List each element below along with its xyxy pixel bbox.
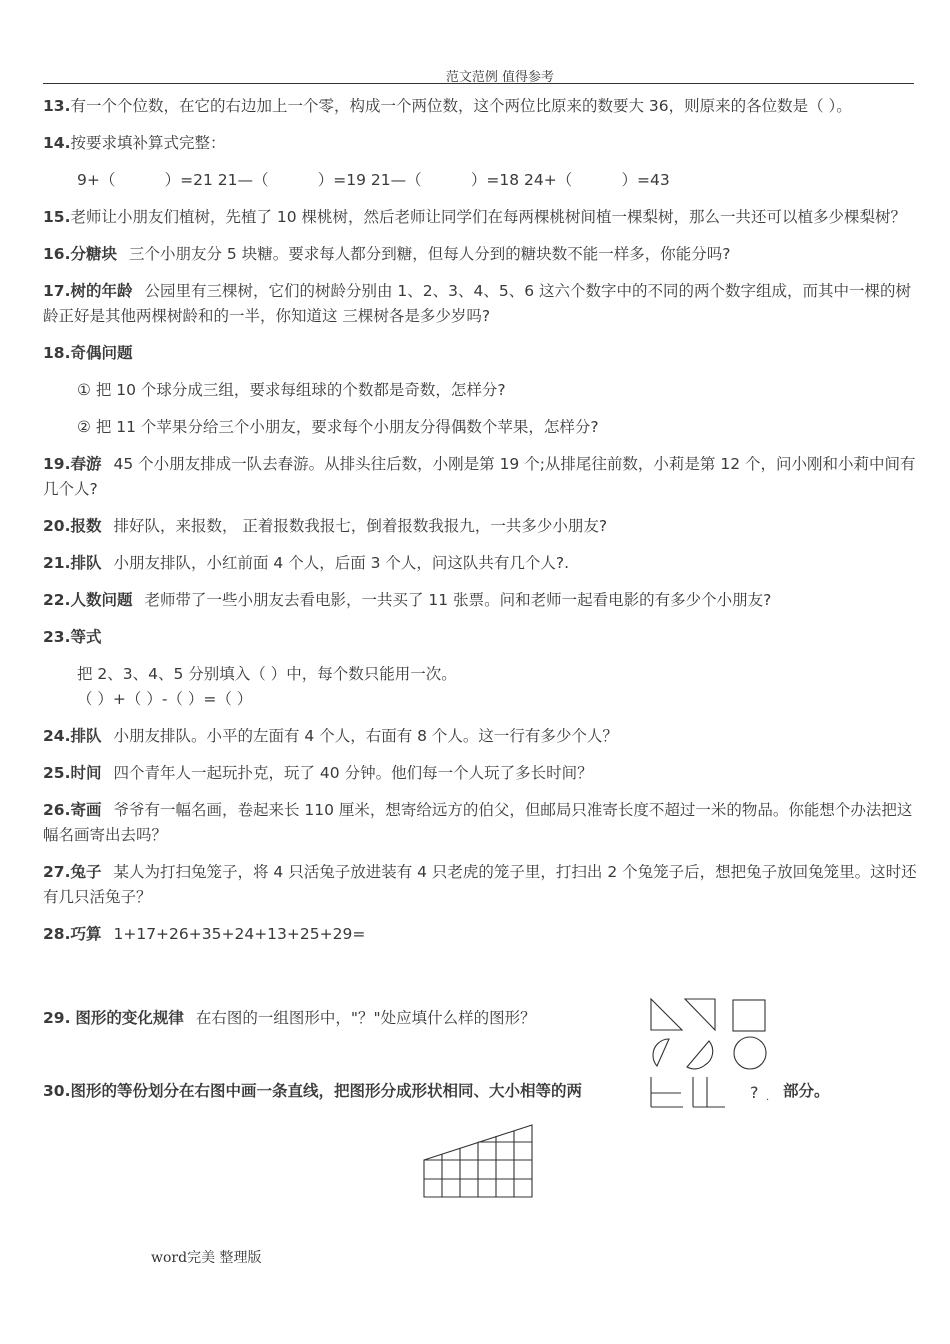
question-title: 排队 xyxy=(70,727,102,745)
question-title: 树的年龄 xyxy=(70,282,133,300)
header-rule xyxy=(43,83,914,84)
question-number: 14. xyxy=(43,134,71,152)
question-text: 四个青年人一起玩扑克，玩了 40 分钟。他们每一个人玩了多长时间？ xyxy=(113,764,593,782)
question-number: 22. xyxy=(43,591,71,609)
question-24 xyxy=(43,724,925,749)
question-text: 排好队，来报数， 正着报数我报七，倒着报数我报九，一共多少小朋友? xyxy=(113,517,608,535)
question-number: 18. xyxy=(43,344,71,362)
question-text: 老师带了一些小朋友去看电影，一共买了 11 张票。问和老师一起看电影的有多少个小朋友? xyxy=(144,591,772,609)
question-14-equations: 9+（ ）=21 21—（ ）=19 21—（ ）=18 24+（ ）=43 xyxy=(77,171,670,189)
question-21 xyxy=(43,551,925,576)
question-26 xyxy=(43,798,925,848)
question-list xyxy=(43,94,925,959)
question-18 xyxy=(43,341,925,366)
grid-vertical-lines xyxy=(442,1131,514,1197)
question-23-line-2: （ ）+（ ）-（ ）=（ ） xyxy=(77,690,253,708)
question-text: 在右图中画一条直线，把图形分成形状相同、大小相等的两 xyxy=(178,1082,582,1100)
question-19 xyxy=(43,452,925,502)
question-16 xyxy=(43,242,925,267)
question-30-tail: 部分。 xyxy=(783,1082,830,1100)
page-header: 范文范例 值得参考 xyxy=(445,70,555,85)
question-23-body xyxy=(43,662,925,712)
question-title: 兔子 xyxy=(70,863,102,881)
question-number: 25. xyxy=(43,764,71,782)
question-20 xyxy=(43,514,925,539)
line-figure-left xyxy=(651,1077,683,1107)
shape-pattern-figure xyxy=(645,995,775,1111)
partial-circle-left-shape xyxy=(653,1039,669,1066)
question-mark-placeholder: ? xyxy=(750,1083,759,1102)
question-27 xyxy=(43,860,925,910)
question-text: 公园里有三棵树，它们的树龄分别由 1、2、3、4、5、6 这六个数字中的不同的两个数字组成，而其中一棵的树龄正好是其他两棵树龄和的一半，你知道这 三棵树各是多少岁吗? xyxy=(43,282,912,325)
question-28 xyxy=(43,922,925,947)
question-title: 人数问题 xyxy=(70,591,133,609)
grid-division-figure xyxy=(420,1122,536,1202)
question-14 xyxy=(43,131,925,156)
question-text: 某人为打扫兔笼子，将 4 只活兔子放进装有 4 只老虎的笼子里，打扫出 2 个兔笼子后，想把兔子放回兔笼里。这时还有几只活兔子？ xyxy=(43,863,917,906)
question-number: 27. xyxy=(43,863,71,881)
question-number: 17. xyxy=(43,282,71,300)
question-text: 三个小朋友分 5 块糖。要求每人都分到糖，但每人分到的糖块数不能一样多，你能分吗? xyxy=(128,245,731,263)
question-23 xyxy=(43,625,925,650)
question-text: 有一个个位数，在它的右边加上一个零，构成一个两位数，这个两位比原来的数要大 36，则原来的各位数是（ ）。 xyxy=(70,97,852,115)
question-text: 1+17+26+35+24+13+25+29= xyxy=(113,925,366,943)
question-number: 28. xyxy=(43,925,71,943)
question-23-line-1: 把 2、3、4、5 分别填入（ ）中，每个数只能用一次。 xyxy=(77,665,457,683)
question-title: 图形的变化规律 xyxy=(75,1009,184,1027)
question-number: 29. xyxy=(43,1009,71,1027)
question-title: 图形的等份划分 xyxy=(70,1082,179,1100)
question-number: 20. xyxy=(43,517,71,535)
question-title: 报数 xyxy=(70,517,102,535)
question-17 xyxy=(43,279,925,329)
question-title: 巧算 xyxy=(70,925,102,943)
question-number: 30. xyxy=(43,1082,71,1100)
question-text: 按要求填补算式完整： xyxy=(70,134,226,152)
question-18-item-2: ② 把 11 个苹果分给三个小朋友，要求每个小朋友分得偶数个苹果，怎样分? xyxy=(77,418,599,436)
question-text: 老师让小朋友们植树，先植了 10 棵桃树，然后老师让同学们在每两棵桃树间植一棵梨树，那么一共还可以植多少棵梨树？ xyxy=(70,208,907,226)
question-number: 19. xyxy=(43,455,71,473)
page-footer: word完美 整理版 xyxy=(151,1250,262,1266)
right-triangle-shape xyxy=(651,999,682,1030)
question-15 xyxy=(43,205,925,230)
question-number: 15. xyxy=(43,208,71,226)
question-text: 45 个小朋友排成一队去春游。从排头往后数，小刚是第 19 个;从排尾往前数，小莉是第 12 个，问小刚和小莉中间有几个人? xyxy=(43,455,916,498)
question-number: 21. xyxy=(43,554,71,572)
square-shape xyxy=(733,1000,765,1031)
question-title: 春游 xyxy=(70,455,102,473)
question-number: 13. xyxy=(43,97,71,115)
full-circle-shape xyxy=(734,1037,766,1069)
question-number: 23. xyxy=(43,628,71,646)
question-text: 爷爷有一幅名画，卷起来长 110 厘米，想寄给远方的伯父，但邮局只准寄长度不超过一米的物品。你能想个办法把这幅名画寄出去吗？ xyxy=(43,801,913,844)
question-title: 时间 xyxy=(70,764,102,782)
question-title: 分糖块 xyxy=(70,245,117,263)
question-number: 24. xyxy=(43,727,71,745)
question-title: 寄画 xyxy=(70,801,102,819)
question-number: 16. xyxy=(43,245,71,263)
question-18-item-1: ① 把 10 个球分成三组，要求每组球的个数都是奇数，怎样分? xyxy=(77,381,506,399)
question-number: 26. xyxy=(43,801,71,819)
question-title: 奇偶问题 xyxy=(70,344,133,362)
partial-circle-right-shape xyxy=(687,1041,713,1069)
right-triangle-flipped-shape xyxy=(685,999,715,1030)
question-text: 在右图的一组图形中，"？"处应填什么样的图形？ xyxy=(195,1009,536,1027)
line-figure-right xyxy=(693,1077,725,1107)
question-text: 小朋友排队，小红前面 4 个人，后面 3 个人，问这队共有几个人?. xyxy=(113,554,570,572)
question-22 xyxy=(43,588,925,613)
question-title: 等式 xyxy=(70,628,102,646)
question-mark-dot: . xyxy=(766,1092,770,1103)
question-text: 小朋友排队。小平的左面有 4 个人，右面有 8 个人。这一行有多少个人？ xyxy=(113,727,618,745)
question-29 xyxy=(43,1006,536,1031)
question-25 xyxy=(43,761,925,786)
question-13 xyxy=(43,94,925,119)
question-30 xyxy=(43,1079,582,1104)
question-title: 排队 xyxy=(70,554,102,572)
